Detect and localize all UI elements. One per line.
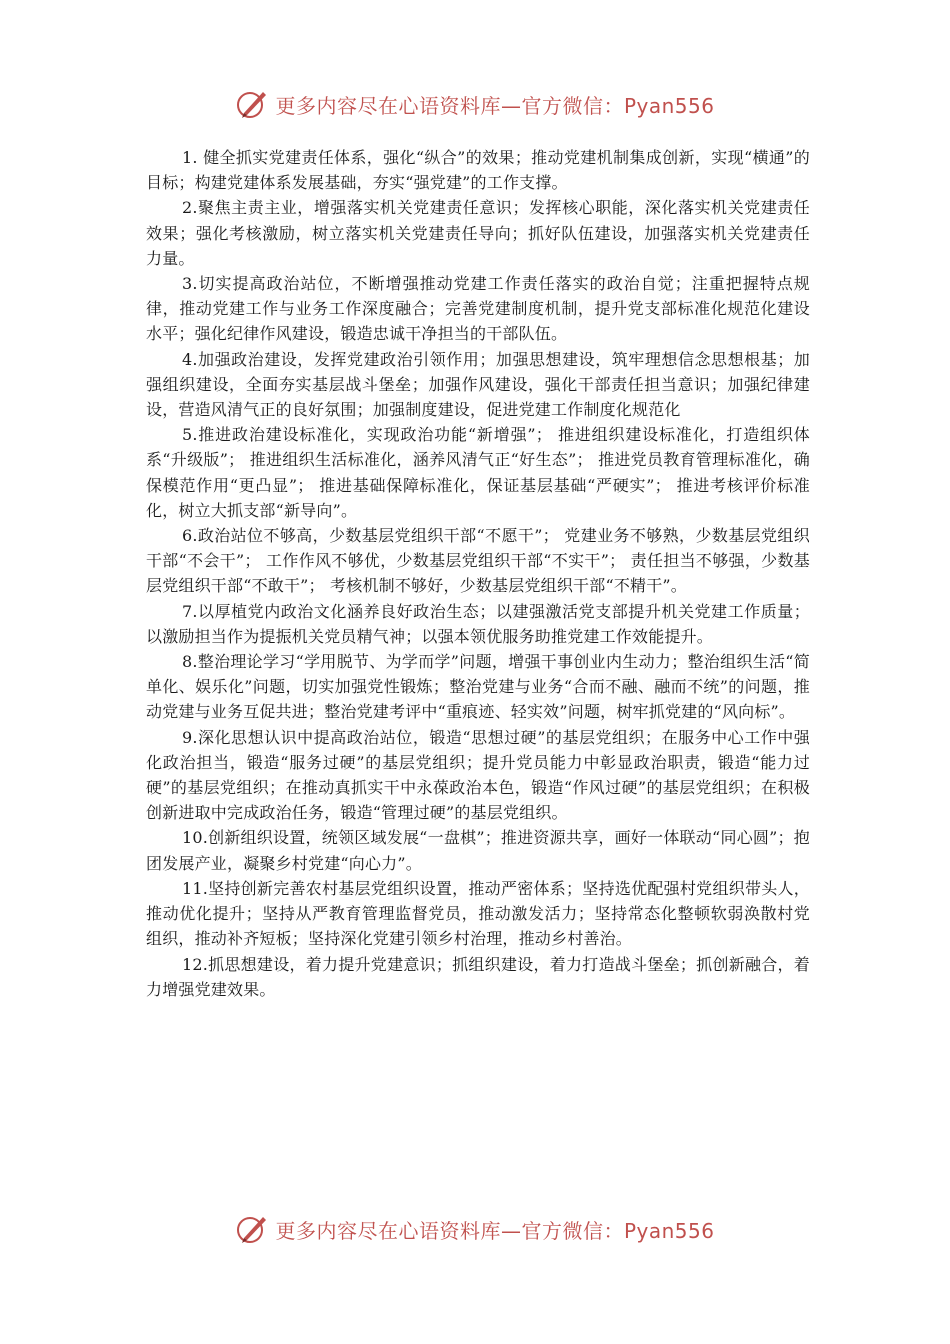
list-item: 10.创新组织设置，统领区域发展“一盘棋”；推进资源共享，画好一体联动“同心圆”；抱团发展产业，凝聚乡村党建“向心力”。 <box>146 828 810 873</box>
list-item: 3.切实提高政治站位，不断增强推动党建工作责任落实的政治自觉；注重把握特点规律，推动党建工作与业务工作深度融合；完善党建制度机制，提升党支部标准化规范化建设水平；强化纪律作风建设，锻造忠诚干净担当的干部队伍。 <box>146 274 810 344</box>
quill-pen-logo-icon <box>235 1212 269 1246</box>
list-item: 12.抓思想建设，着力提升党建意识；抓组织建设，着力打造战斗堡垒；抓创新融合，着力增强党建效果。 <box>146 954 810 999</box>
list-item: 9.深化思想认识中提高政治站位，锻造“思想过硬”的基层党组织；在服务中心工作中强化政治担当，锻造“服务过硬”的基层党组织；提升党员能力中彰显政治职责，锻造“能力过硬”的基层党组织；在推动真抓实干中永葆政治本色，锻造“作风过硬”的基层党组织；在积极创新进取中完成政治任务，锻造“管理过硬”的基层党组织。 <box>146 727 810 823</box>
list-item: 11.坚持创新完善农村基层党组织设置，推动严密体系；坚持选优配强村党组织带头人，推动优化提升；坚持从严教育管理监督党员，推动激发活力；坚持常态化整顿软弱涣散村党组织，推动补齐短板；坚持深化党建引领乡村治理，推动乡村善治。 <box>146 878 810 949</box>
list-item: 7.以厚植党内政治文化涵养良好政治生态；以建强激活党支部提升机关党建工作质量；以激励担当作为提振机关党员精气神；以强本领优服务助推党建工作效能提升。 <box>146 601 810 646</box>
quill-pen-logo-icon <box>235 87 269 121</box>
list-item: 8.整治理论学习“学用脱节、为学而学”问题，增强干事创业内生动力；整治组织生活“简单化、娱乐化”问题，切实加强党性锻炼；整治党建与业务“合而不融、融而不统”的问题，推动党建与业务互促共进；整治党建考评中“重痕迹、轻实效”问题，树牢抓党建的“风向标”。 <box>146 652 810 722</box>
list-item: 2.聚焦主责主业，增强落实机关党建责任意识；发挥核心职能，深化落实机关党建责任效果；强化考核激励，树立落实机关党建责任导向；抓好队伍建设，加强落实机关党建责任力量。 <box>146 198 810 268</box>
list-item: 4.加强政治建设，发挥党建政治引领作用；加强思想建设，筑牢理想信念思想根基；加强组织建设，全面夯实基层战斗堡垒；加强作风建设，强化干部责任担当意识；加强纪律建设，营造风清气正的良好氛围；加强制度建设，促进党建工作制度化规范化 <box>146 349 810 420</box>
list-item: 1. 健全抓实党建责任体系，强化“纵合”的效果；推动党建机制集成创新，实现“横通”的目标；构建党建体系发展基础，夯实“强党建”的工作支撑。 <box>146 148 810 193</box>
header-banner-text: 更多内容尽在心语资料库—官方微信：Pyan556 <box>275 93 715 118</box>
footer-banner <box>0 1209 950 1249</box>
list-item: 6.政治站位不够高，少数基层党组织干部“不愿干”； 党建业务不够熟，少数基层党组织干部“不会干”； 工作作风不够优，少数基层党组织干部“不实干”； 责任担当不够强，少数基层党组织干部“不敢干”； 考核机制不够好，少数基层党组织干部“不精干”。 <box>146 526 810 596</box>
list-item: 5.推进政治建设标准化，实现政治功能“新增强”； 推进组织建设标准化，打造组织体系“升级版”； 推进组织生活标准化，涵养风清气正“好生态”； 推进党员教育管理标准化，确保模范作用“更凸显”； 推进基础保障标准化，保证基层基础“严硬实”； 推进考核评价标准化，树立大抓支部“新导向”。 <box>146 425 810 520</box>
header-banner <box>0 84 950 124</box>
footer-banner-text: 更多内容尽在心语资料库—官方微信：Pyan556 <box>275 1218 715 1243</box>
document-body <box>146 145 810 1002</box>
